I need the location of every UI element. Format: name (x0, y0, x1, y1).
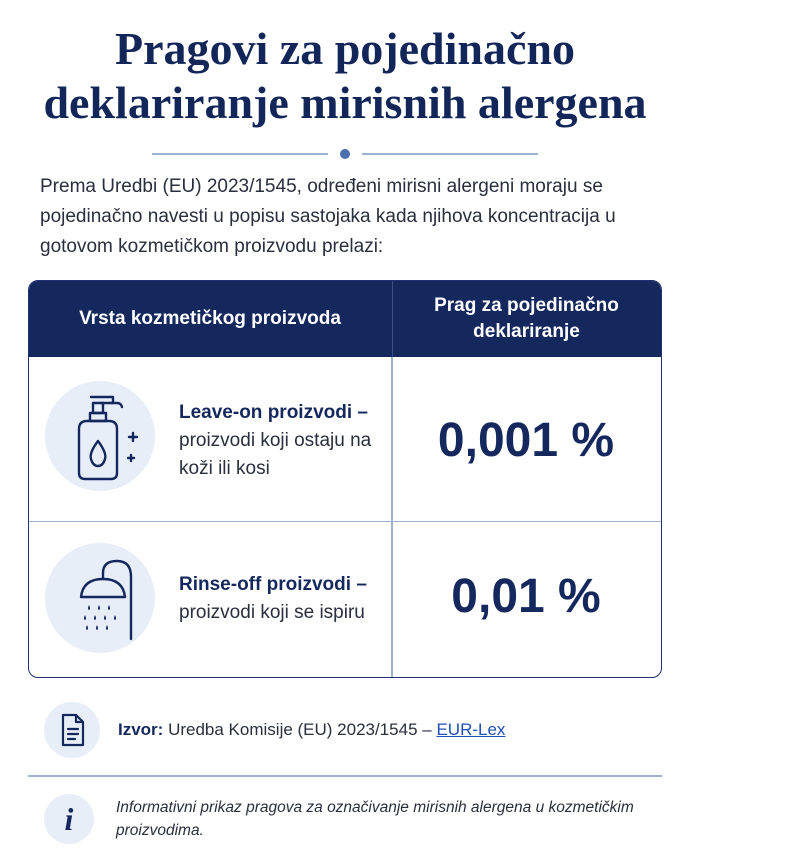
leave-on-threshold-value: 0,001 % (437, 414, 615, 467)
source-text: Uredba Komisije (EU) 2023/1545 – (168, 720, 432, 739)
table-row-leave-on (29, 357, 661, 522)
source-citation (118, 720, 505, 740)
eur-lex-link[interactable]: EUR-Lex (436, 720, 506, 739)
lotion-pump-bottle-icon (45, 381, 155, 491)
threshold-table (28, 280, 662, 678)
source-section (44, 702, 664, 762)
rinse-off-detail: proizvodi koji se ispiru (179, 602, 365, 623)
page-title (0, 22, 690, 130)
title-divider (152, 147, 538, 161)
intro-paragraph: Prema Uredbi (EU) 2023/1545, određeni mirisni alergeni moraju se pojedinačno navesti u popisu sastojaka kada njihova koncentracija u gotovom kozmetičkom proizvodu prelazi: (40, 176, 616, 257)
table-row-rinse-off (29, 521, 661, 678)
header-threshold: Prag za pojedinačno deklariranje (392, 281, 660, 357)
source-label: Izvor: (118, 720, 164, 739)
rinse-off-description (179, 571, 389, 627)
document-icon (44, 702, 100, 758)
page-title-line-2: deklariranje mirisnih alergena (43, 77, 647, 128)
table-header (29, 281, 661, 357)
info-note (44, 792, 664, 852)
rinse-off-threshold-value: 0,01 % (451, 570, 601, 623)
info-icon: i (44, 794, 94, 844)
rinse-off-name: Rinse-off proizvodi – (179, 574, 367, 595)
header-product-type: Vrsta kozmetičkog proizvoda (79, 308, 341, 329)
info-note-text: Informativni prikaz pragova za označivanje mirisnih alergena u kozmetičkim proizvodima. (116, 799, 634, 839)
section-divider (28, 775, 662, 777)
shower-icon (45, 543, 155, 653)
leave-on-detail: proizvodi koji ostaju na koži ili kosi (179, 430, 372, 479)
divider-dot (340, 149, 350, 159)
leave-on-description (179, 399, 389, 483)
column-divider (391, 357, 393, 678)
page-title-line-1: Pragovi za pojedinačno (115, 23, 575, 74)
leave-on-name: Leave-on proizvodi – (179, 402, 368, 423)
